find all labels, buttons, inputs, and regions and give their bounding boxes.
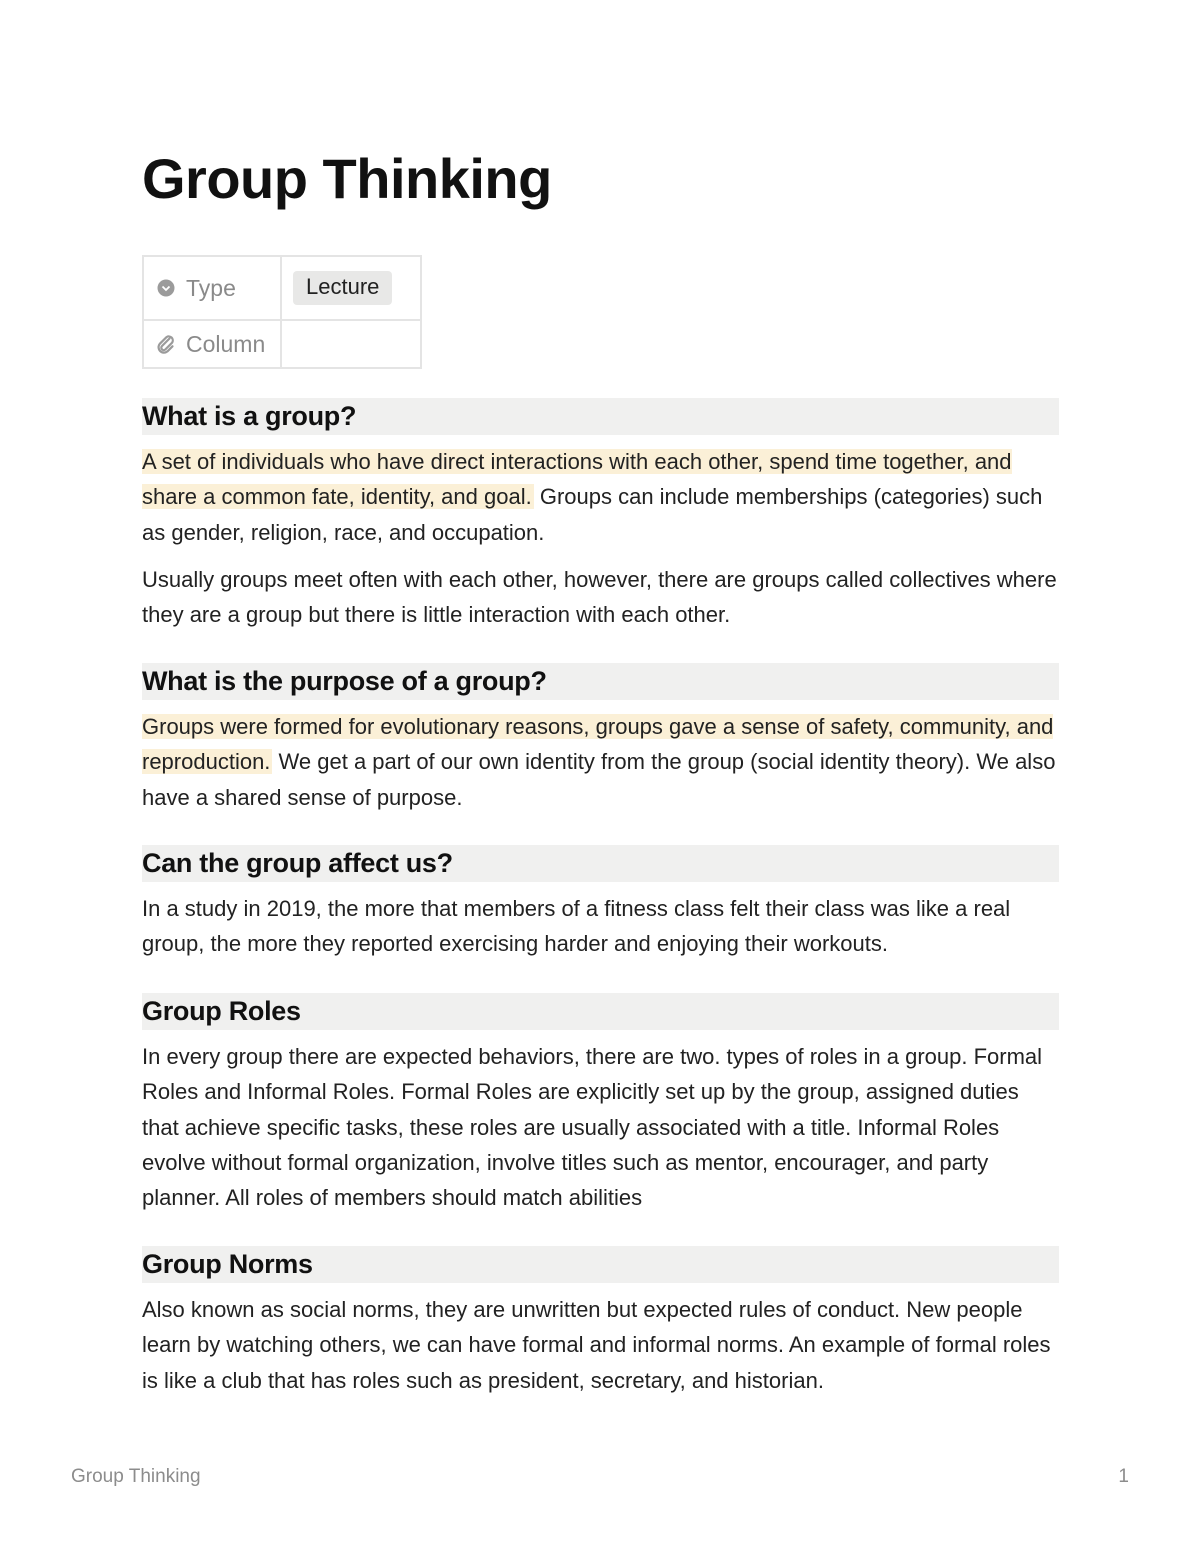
paragraph-text: In a study in 2019, the more that members of a fitness class felt their class was like a real group, the more they reported exercising harder and enjoying their workouts.: [142, 896, 1011, 957]
property-label-column: Column: [186, 330, 266, 357]
footer-page-number: 1: [1118, 1466, 1129, 1487]
section-heading: Can the group affect us?: [142, 845, 1059, 882]
property-label-type: Type: [186, 274, 236, 301]
section-heading: What is a group?: [142, 398, 1059, 435]
select-circle-icon: [156, 278, 176, 298]
section-purpose-of-a-group: [142, 663, 1059, 815]
paragraph-text: We get a part of our own identity from the group (social identity theory). We also have a shared sense of purpose.: [142, 749, 1056, 810]
property-row-type: [143, 256, 421, 320]
footer-title: Group Thinking: [71, 1466, 201, 1487]
section-heading: Group Norms: [142, 1246, 1059, 1283]
paragraph-text: Groups can include memberships (categories) such as gender, religion, race, and occupation.: [142, 484, 1043, 545]
section-group-roles: [142, 993, 1059, 1215]
paperclip-icon: [156, 334, 176, 354]
section-group-norms: [142, 1246, 1059, 1398]
properties-table: [142, 255, 422, 369]
property-value-cell[interactable]: [281, 256, 421, 320]
paragraph-text: Also known as social norms, they are unwritten but expected rules of conduct. New people learn by watching others, we can have formal and informal norms. An example of formal roles is like a club that has roles such as president, secretary, and historian.: [142, 1297, 1051, 1393]
paragraph: [142, 1292, 1059, 1398]
section-heading: What is the purpose of a group?: [142, 663, 1059, 700]
paragraph: [142, 891, 1059, 962]
property-row-column: [143, 320, 421, 368]
type-tag[interactable]: Lecture: [293, 271, 392, 305]
highlighted-text: Groups were formed for evolutionary reasons, groups gave a sense of safety, community, and reproduction.: [142, 714, 1054, 775]
property-name-cell: [143, 256, 281, 320]
section-what-is-a-group: [142, 398, 1059, 632]
paragraph-text: In every group there are expected behaviors, there are two. types of roles in a group. Formal Roles and Informal Roles. Formal Roles are explicitly set up by the group, assigned duties that achieve specific tasks, these roles are usually associated with a title. Informal Roles evolve without formal organization, involve titles such as mentor, encourager, and party planner. All roles of members should match abilities: [142, 1044, 1043, 1211]
paragraph: [142, 562, 1059, 633]
section-heading: Group Roles: [142, 993, 1059, 1030]
section-group-affect-us: [142, 845, 1059, 962]
paragraph-text: Usually groups meet often with each other, however, there are groups called collectives where they are a group but there is little interaction with each other.: [142, 566, 1057, 628]
page-title: Group Thinking: [142, 147, 552, 210]
paragraph: [142, 1039, 1059, 1215]
paragraph: [142, 709, 1059, 815]
property-value-cell[interactable]: [281, 320, 421, 368]
property-name-cell: [143, 320, 281, 368]
paragraph: [142, 444, 1059, 550]
highlighted-text: A set of individuals who have direct interactions with each other, spend time together, and share a common fate, identity, and goal.: [142, 449, 1012, 510]
